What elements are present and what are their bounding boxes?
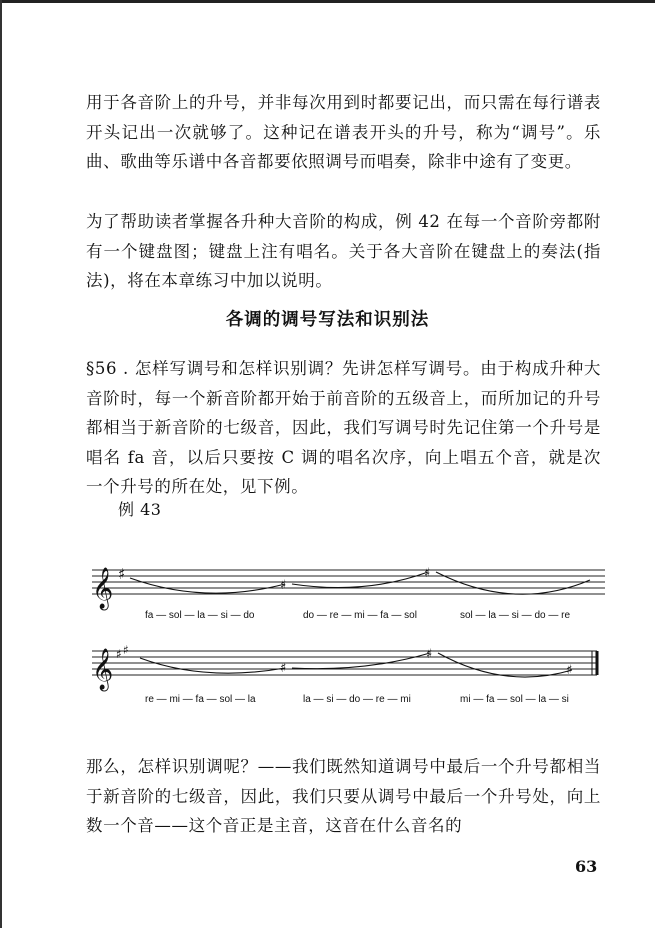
syllables-1b: do — re — mi — fa — sol: [303, 610, 417, 621]
key-sharp-icon: ♯: [118, 565, 126, 583]
paragraph-2: 为了帮助读者掌握各升种大音阶的构成，例 42 在每一个音阶旁都附有一个键盘图；键盘上注有唱名。关于各大音阶在键盘上的奏法(指法)，将在本章练习中加以说明。: [86, 212, 601, 290]
key-signature-2-icon: ♯: [116, 647, 122, 661]
slur-5: [292, 653, 430, 669]
slur-2: [292, 572, 428, 588]
scan-left-border: [0, 0, 2, 928]
treble-clef-icon: 𝄞: [92, 568, 114, 609]
sharp-note-2-icon: ♯: [424, 566, 431, 581]
paragraph-1: 用于各音阶上的升号，并非每次用到时都要记出，而只需在每行谱表开头记出一次就够了。这种记在谱表开头的升号，称为“调号”。乐曲、歌曲等乐谱中各音都要依照调号而唱奏，除非中途有了变更。: [86, 93, 601, 171]
syllables-2b: la — si — do — re — mi: [303, 694, 411, 705]
sharp-note-3-icon: ♯: [280, 661, 287, 676]
staff-row-1: [92, 570, 605, 594]
key-signature-2b-icon: ♯: [123, 643, 129, 657]
syllables-1c: sol — la — si — do — re: [460, 610, 571, 621]
section-heading: 各调的调号写法和识别法: [225, 310, 430, 330]
syllables-1a: fa — sol — la — si — do: [145, 610, 255, 621]
syllables-2c: mi — fa — sol — la — si: [460, 694, 569, 705]
page-number: 63: [575, 857, 598, 876]
staff-row-2: [92, 651, 597, 675]
slur-4: [140, 658, 285, 673]
treble-clef-2-icon: 𝄞: [92, 649, 114, 690]
music-example-43: [0, 550, 655, 730]
slur-1: [130, 578, 285, 593]
example-label: 例 43: [118, 500, 162, 519]
sharp-note-1-icon: ♯: [280, 578, 287, 593]
scan-top-border: [0, 0, 655, 3]
syllables-2a: re — mi — fa — sol — la: [145, 694, 256, 705]
section-paragraph: §56 . 怎样写调号和怎样识别调？先讲怎样写调号。由于构成升种大音阶时，每一个新音阶都开始于前音阶的五级音上，而所加记的升号都相当于新音阶的七级音，因此，我们写调号时先记住第一个升号是唱名 fa 音，以后只要按 C 调的唱名次序，向上唱五个音，就是次一个升号的所在处，见下例。: [86, 359, 601, 496]
sharp-note-4-icon: ♯: [426, 647, 433, 662]
sharp-note-5-icon: ♯: [566, 663, 573, 678]
closing-paragraph: 那么，怎样识别调呢？——我们既然知道调号中最后一个升号都相当于新音阶的七级音，因此，我们只要从调号中最后一个升号处，向上数一个音——这个音正是主音，这音在什么音名的: [86, 757, 601, 835]
slur-3: [436, 572, 590, 594]
